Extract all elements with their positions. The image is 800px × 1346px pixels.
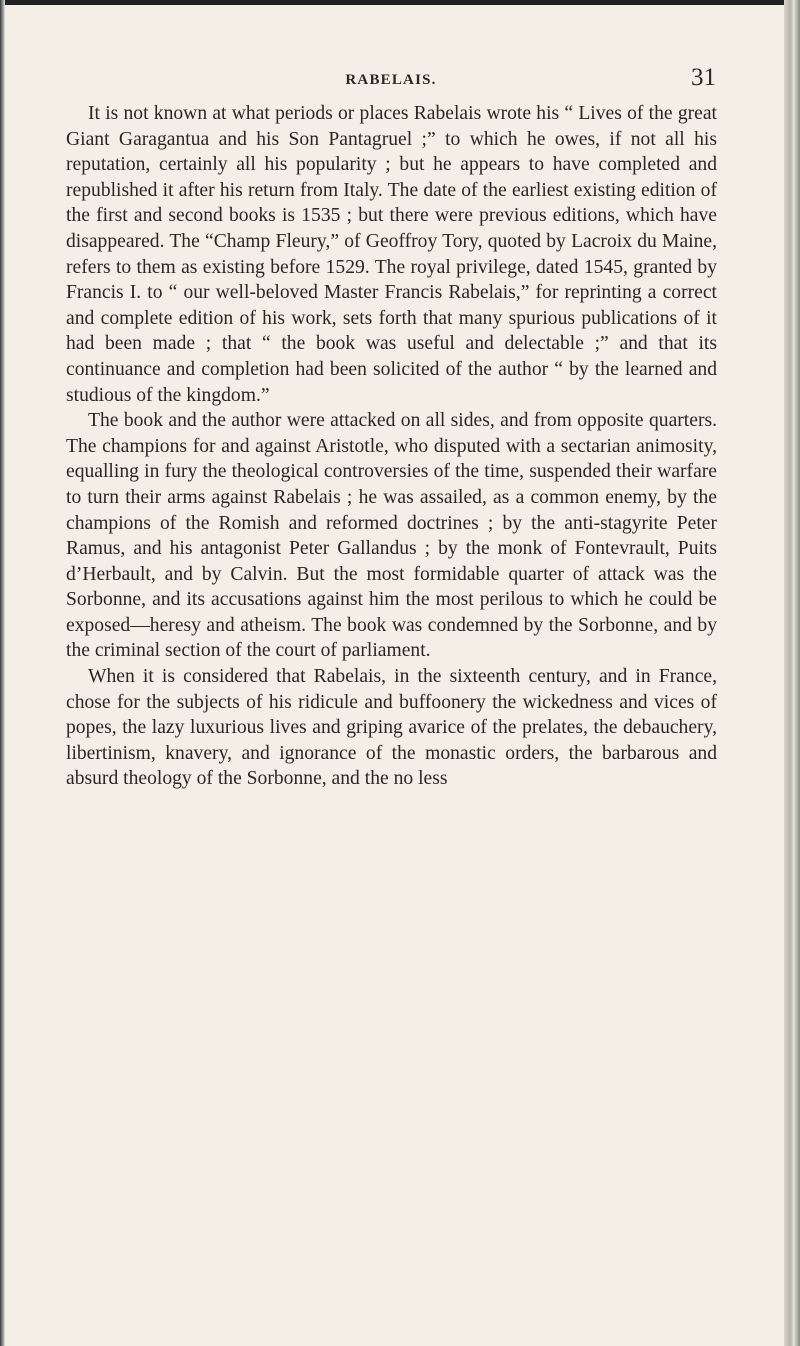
running-head: RABELAIS.	[345, 72, 437, 88]
page-number: 31	[691, 64, 716, 91]
body-text	[66, 101, 717, 792]
paragraph-1: It is not known at what periods or places Rabelais wrote his “ Lives of the great Giant Garagantua and his Son Pantagruel ;” to which he owes, if not all his reputation, certainly all his popularity ; but he appears to have completed and republished it after his return from Italy. The date of the earliest existing edition of the first and second books is 1535 ; but there were previous editions, which have disappeared. The “Champ Fleury,” of Geoffroy Tory, quoted by Lacroix du Maine, refers to them as existing before 1529. The royal privilege, dated 1545, granted by Francis I. to “ our well-beloved Master Francis Rabelais,” for reprinting a correct and complete edition of his work, sets forth that many spurious publications of it had been made ; that “ the book was useful and delectable ;” and that its continuance and completion had been solicited of the author “ by the learned and studious of the kingdom.”	[66, 103, 717, 406]
page-top-edge	[0, 0, 800, 5]
paragraph-2: The book and the author were attacked on all sides, and from opposite quarters. The champions for and against Aristotle, who disputed with a sectarian animosity, equalling in fury the theological controversies of the time, suspended their warfare to turn their arms against Rabelais ; he was assailed, as a common enemy, by the champions of the Romish and reformed doctrines ; by the anti-stagyrite Peter Ramus, and his antagonist Peter Gallandus ; by the monk of Fontevrault, Puits d’Herbault, and by Calvin. But the most formidable quarter of attack was the Sorbonne, and its accusations against him the most perilous to which he could be exposed—heresy and atheism. The book was condemned by the Sorbonne, and by the criminal section of the court of parliament.	[66, 410, 717, 662]
page-right-edge	[784, 0, 800, 1346]
page-header	[66, 64, 716, 104]
paragraph-3: When it is considered that Rabelais, in the sixteenth century, and in France, chose for the subjects of his ridicule and buffoonery the wickedness and vices of popes, the lazy luxurious lives and griping avarice of the prelates, the debauchery, libertinism, knavery, and ignorance of the monastic orders, the barbarous and absurd theology of the Sorbonne, and the no less	[66, 666, 717, 790]
page-left-edge	[0, 0, 5, 1346]
